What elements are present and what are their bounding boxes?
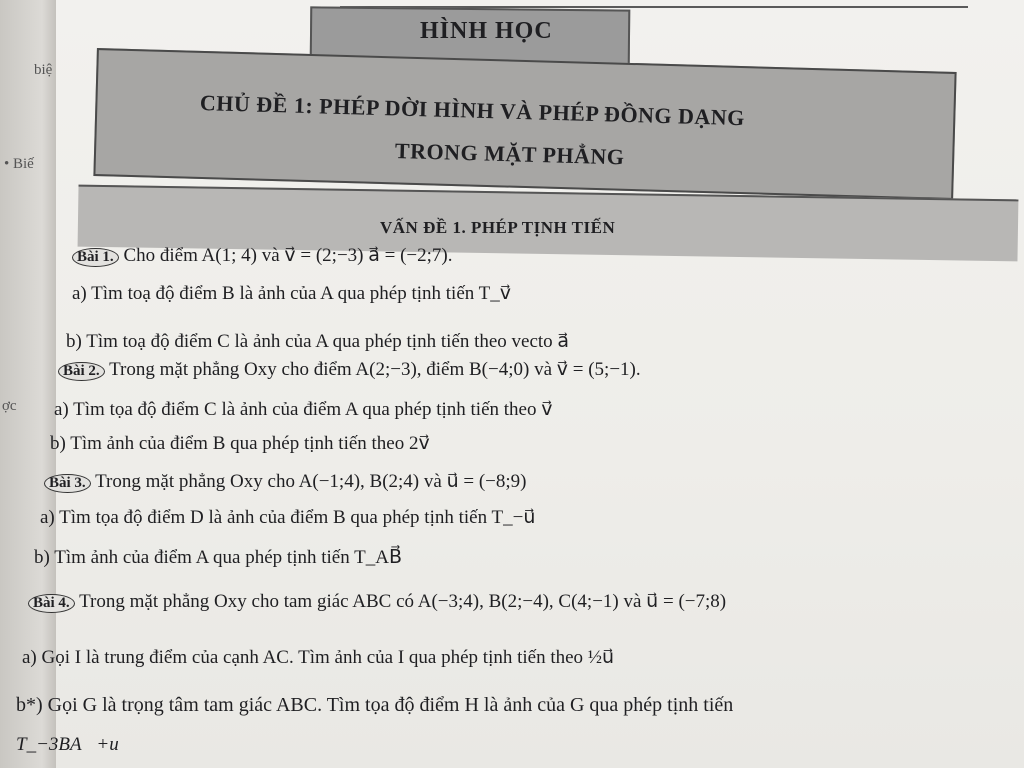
issue-title: VẤN ĐỀ 1. PHÉP TỊNH TIẾN [380, 218, 616, 237]
exercise-1 [72, 244, 453, 267]
section-title: HÌNH HỌC [420, 18, 553, 44]
margin-fragment: • Biế [4, 156, 34, 172]
exercise-part: b) Tìm ảnh của điểm A qua phép tịnh tiến T_AB⃗ [34, 547, 402, 568]
exercise-part: b) Tìm ảnh của điểm B qua phép tịnh tiến theo 2v⃗ [50, 433, 430, 454]
exercise-part: a) Tìm tọa độ điểm D là ảnh của điểm B qua phép tịnh tiến T_−u⃗ [40, 507, 536, 528]
exercise-label: Bài 4. [28, 594, 75, 613]
exercise-text: Trong mặt phẳng Oxy cho tam giác ABC có A(−3;4), B(2;−4), C(4;−1) và u⃗ = (−7;8) [79, 591, 727, 612]
exercise-text: Trong mặt phẳng Oxy cho điểm A(2;−3), điểm B(−4;0) và v⃗ = (5;−1). [109, 359, 641, 380]
exercise-label: Bài 2. [58, 362, 105, 381]
exercise-2 [58, 358, 641, 381]
exercise-part: a) Gọi I là trung điểm của cạnh AC. Tìm ảnh của I qua phép tịnh tiến theo ½u⃗ [22, 647, 615, 668]
exercise-text: Trong mặt phẳng Oxy cho A(−1;4), B(2;4) và u⃗ = (−8;9) [95, 471, 527, 492]
margin-fragment: ợc [2, 398, 17, 414]
exercise-part: b*) Gọi G là trọng tâm tam giác ABC. Tìm tọa độ điểm H là ảnh của G qua phép tịnh tiến [16, 694, 734, 716]
exercise-label: Bài 3. [44, 474, 91, 493]
topic-title-line2: TRONG MẶT PHẲNG [394, 138, 625, 170]
topic-title-line1: CHỦ ĐỀ 1: PHÉP DỜI HÌNH VÀ PHÉP ĐỒNG DẠNG [199, 90, 746, 131]
exercise-part: a) Tìm tọa độ điểm C là ảnh của điểm A qua phép tịnh tiến theo v⃗ [54, 399, 553, 420]
exercise-part: a) Tìm toạ độ điểm B là ảnh của A qua phép tịnh tiến T_v⃗ [72, 283, 512, 304]
exercise-3 [44, 470, 526, 493]
exercise-part: b) Tìm toạ độ điểm C là ảnh của A qua phép tịnh tiến theo vecto a⃗ [66, 331, 570, 352]
exercise-4 [28, 590, 726, 613]
exercise-label: Bài 1. [72, 248, 119, 267]
margin-fragment: biệ [34, 62, 53, 78]
exercise-part: T_−3BA⃗+u⃗ [16, 734, 134, 755]
exercise-text: Cho điểm A(1; 4) và v⃗ = (2;−3) a⃗ = (−2;7). [123, 245, 453, 266]
